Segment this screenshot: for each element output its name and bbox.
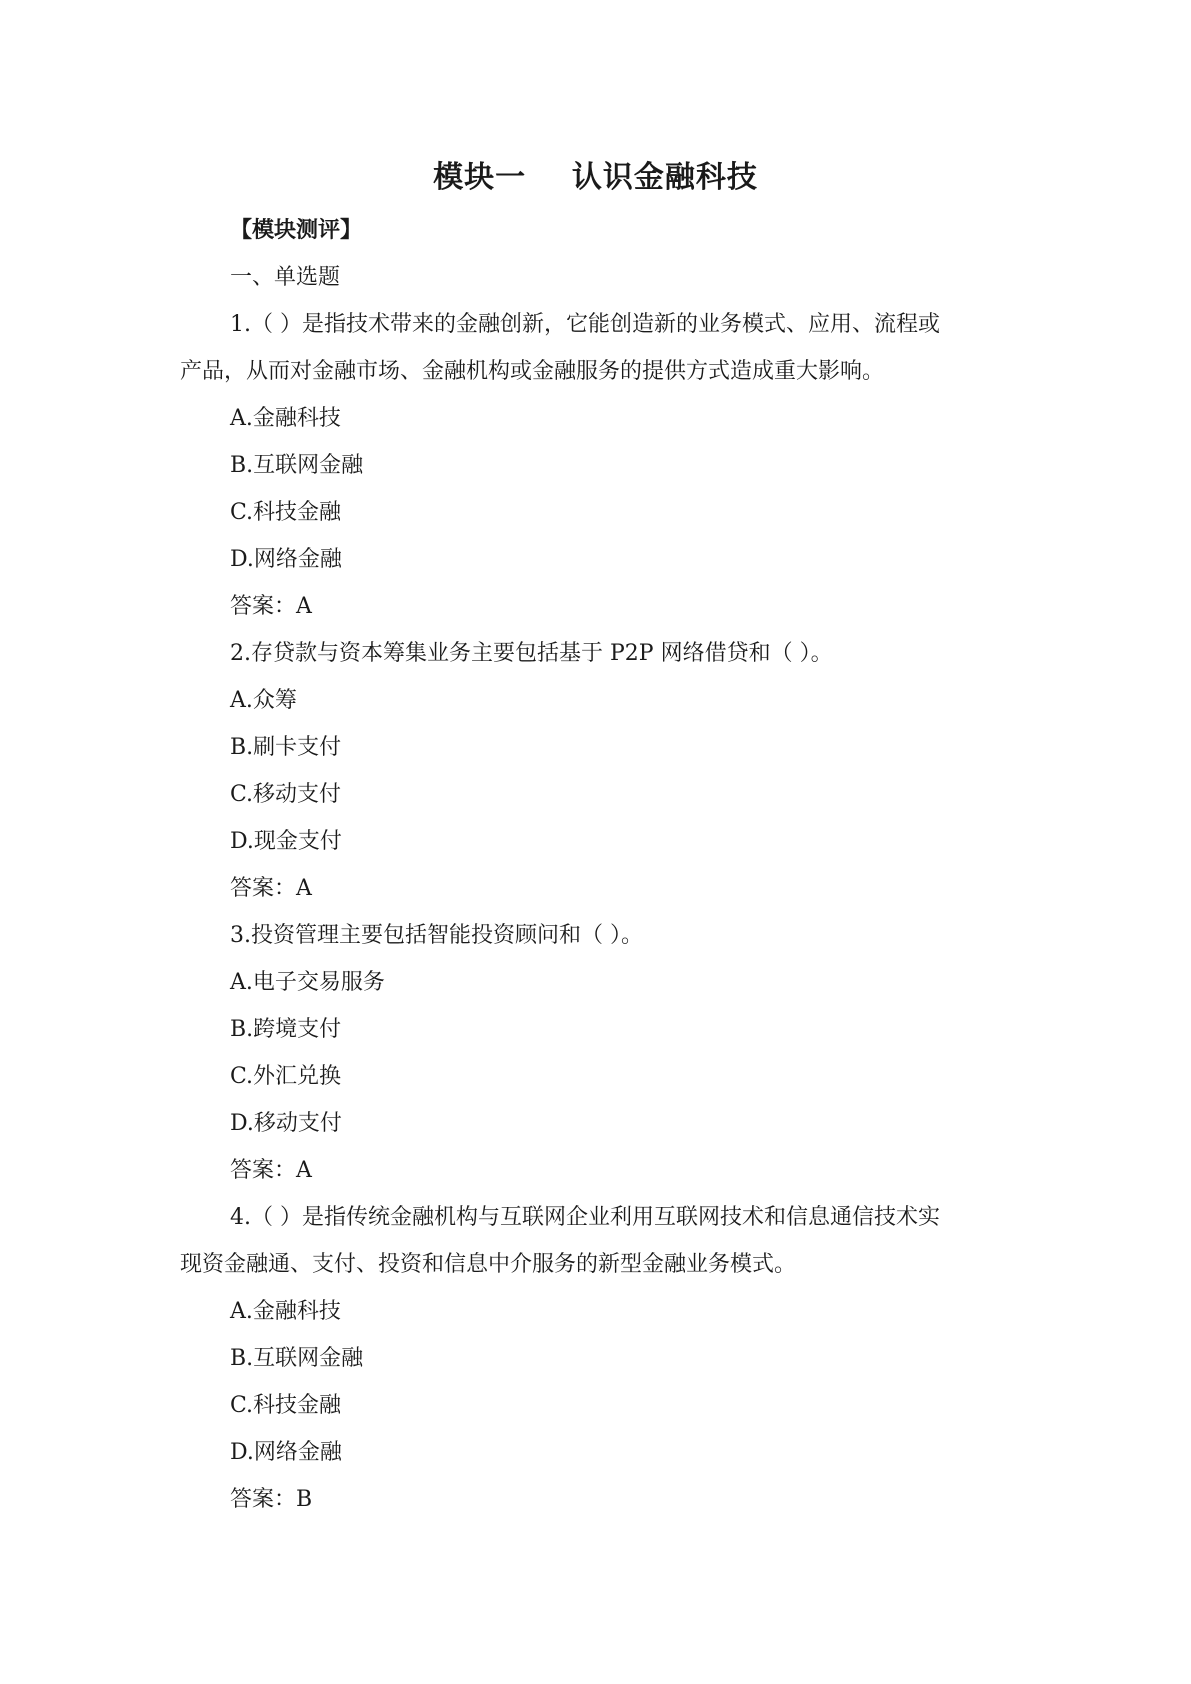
- option-a: A.众筹: [230, 688, 297, 713]
- question-1: [180, 301, 1010, 395]
- option-a: A.电子交易服务: [230, 970, 385, 995]
- question-stem: 1.（ ）是指技术带来的金融创新，它能创造新的业务模式、应用、流程或: [230, 312, 940, 337]
- question-stem: 3.投资管理主要包括智能投资顾问和（ ）。: [230, 923, 643, 948]
- answer: 答案：A: [230, 1158, 312, 1183]
- page-title: 模块一 认识金融科技: [433, 160, 758, 195]
- answer: 答案：A: [230, 594, 312, 619]
- option-b: B.互联网金融: [230, 1346, 364, 1371]
- option-c: C.科技金融: [230, 500, 342, 525]
- option-d: D.现金支付: [230, 829, 342, 854]
- question-stem: 4.（ ）是指传统金融机构与互联网企业利用互联网技术和信息通信技术实: [230, 1205, 940, 1230]
- question-2: [180, 630, 1010, 677]
- option-b: B.互联网金融: [230, 453, 364, 478]
- question-stem: 2.存贷款与资本筹集业务主要包括基于 P2P 网络借贷和（ ）。: [230, 641, 833, 666]
- option-d: D.网络金融: [230, 547, 342, 572]
- question-3: [180, 912, 1010, 959]
- option-d: D.网络金融: [230, 1440, 342, 1465]
- document-body: [180, 207, 1010, 1523]
- question-stem-continued: 产品，从而对金融市场、金融机构或金融服务的提供方式造成重大影响。: [180, 359, 885, 384]
- answer: 答案：B: [230, 1487, 313, 1512]
- option-a: A.金融科技: [230, 1299, 341, 1324]
- option-c: C.移动支付: [230, 782, 342, 807]
- option-a: A.金融科技: [230, 406, 341, 431]
- option-c: C.外汇兑换: [230, 1064, 342, 1089]
- option-b: B.刷卡支付: [230, 735, 342, 760]
- option-c: C.科技金融: [230, 1393, 342, 1418]
- question-4: [180, 1194, 1010, 1288]
- option-d: D.移动支付: [230, 1111, 342, 1136]
- option-b: B.跨境支付: [230, 1017, 342, 1042]
- section-heading: 【模块测评】: [230, 218, 363, 243]
- subsection-heading: 一、单选题: [230, 265, 341, 290]
- answer: 答案：A: [230, 876, 312, 901]
- question-stem-continued: 现资金融通、支付、投资和信息中介服务的新型金融业务模式。: [180, 1252, 797, 1277]
